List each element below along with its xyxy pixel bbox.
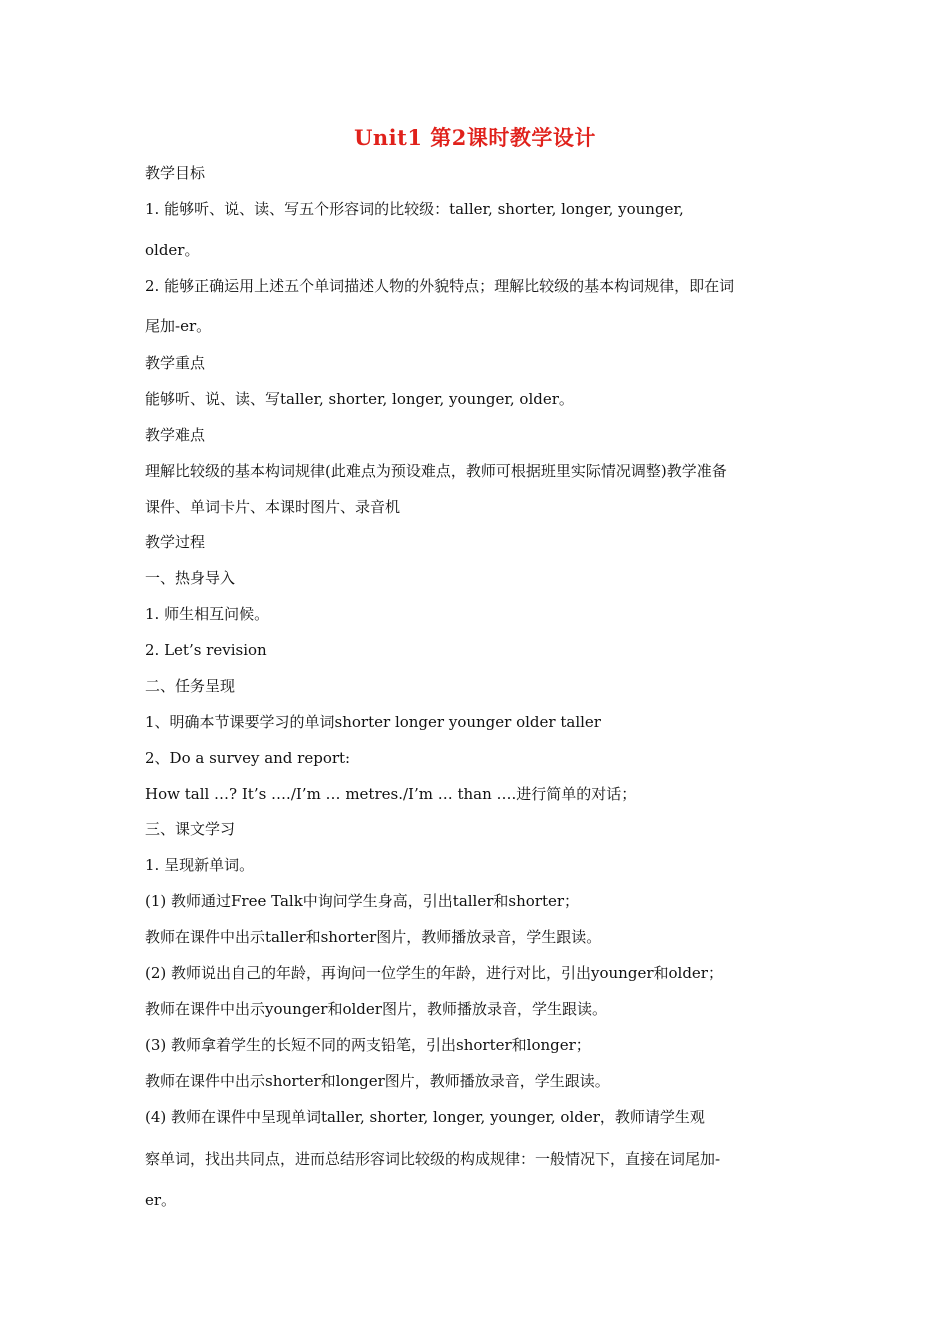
heading-process: 教学过程 [145,533,206,551]
paragraph-line: 理解比较级的基本构词规律(此难点为预设难点，教师可根据班里实际情况调整)教学准备 [145,462,727,480]
paragraph-line: 1. 能够听、说、读、写五个形容词的比较级：taller, shorter, longer, younger, [145,200,684,218]
paragraph-line: 1. 呈现新单词。 [145,856,255,874]
paragraph-line: 1、明确本节课要学习的单词shorter longer younger older taller [145,713,601,731]
document-title: Unit1 第2课时教学设计 [354,125,596,150]
section-heading: 三、课文学习 [145,820,236,838]
paragraph-line: 课件、单词卡片、本课时图片、录音机 [145,498,401,516]
paragraph-line: 教师在课件中出示younger和older图片，教师播放录音，学生跟读。 [145,1000,607,1018]
paragraph-line: 2. 能够正确运用上述五个单词描述人物的外貌特点；理解比较级的基本构词规律，即在词 [145,277,735,295]
paragraph-line: (1) 教师通过Free Talk中询问学生身高，引出taller和shorter； [145,892,580,910]
paragraph-line: (2) 教师说出自己的年龄，再询问一位学生的年龄，进行对比，引出younger和older； [145,964,723,982]
paragraph-line: 尾加-er。 [145,317,212,335]
section-heading: 二、任务呈现 [145,677,236,695]
paragraph-line: 2. Let’s revision [145,641,267,659]
paragraph-line: 察单词，找出共同点，进而总结形容词比较级的构成规律：一般情况下，直接在词尾加- [145,1150,721,1168]
heading-key-points: 教学重点 [145,354,206,372]
section-heading: 一、热身导入 [145,569,236,587]
paragraph-line: 教师在课件中出示shorter和longer图片，教师播放录音，学生跟读。 [145,1072,610,1090]
heading-objectives: 教学目标 [145,164,206,182]
paragraph-line: (3) 教师拿着学生的长短不同的两支铅笔，引出shorter和longer； [145,1036,591,1054]
paragraph-line: er。 [145,1191,177,1209]
paragraph-line: 能够听、说、读、写taller, shorter, longer, younger, older。 [145,390,574,408]
paragraph-line: 1. 师生相互问候。 [145,605,270,623]
paragraph-line: (4) 教师在课件中呈现单词taller, shorter, longer, younger, older，教师请学生观 [145,1108,705,1126]
paragraph-line: older。 [145,241,200,259]
heading-difficulties: 教学难点 [145,426,206,444]
paragraph-line: 教师在课件中出示taller和shorter图片，教师播放录音，学生跟读。 [145,928,602,946]
paragraph-line: How tall …? It’s ….∕I’m … metres.∕I’m … than ….进行简单的对话； [145,785,637,803]
paragraph-line: 2、Do a survey and report: [145,749,351,767]
